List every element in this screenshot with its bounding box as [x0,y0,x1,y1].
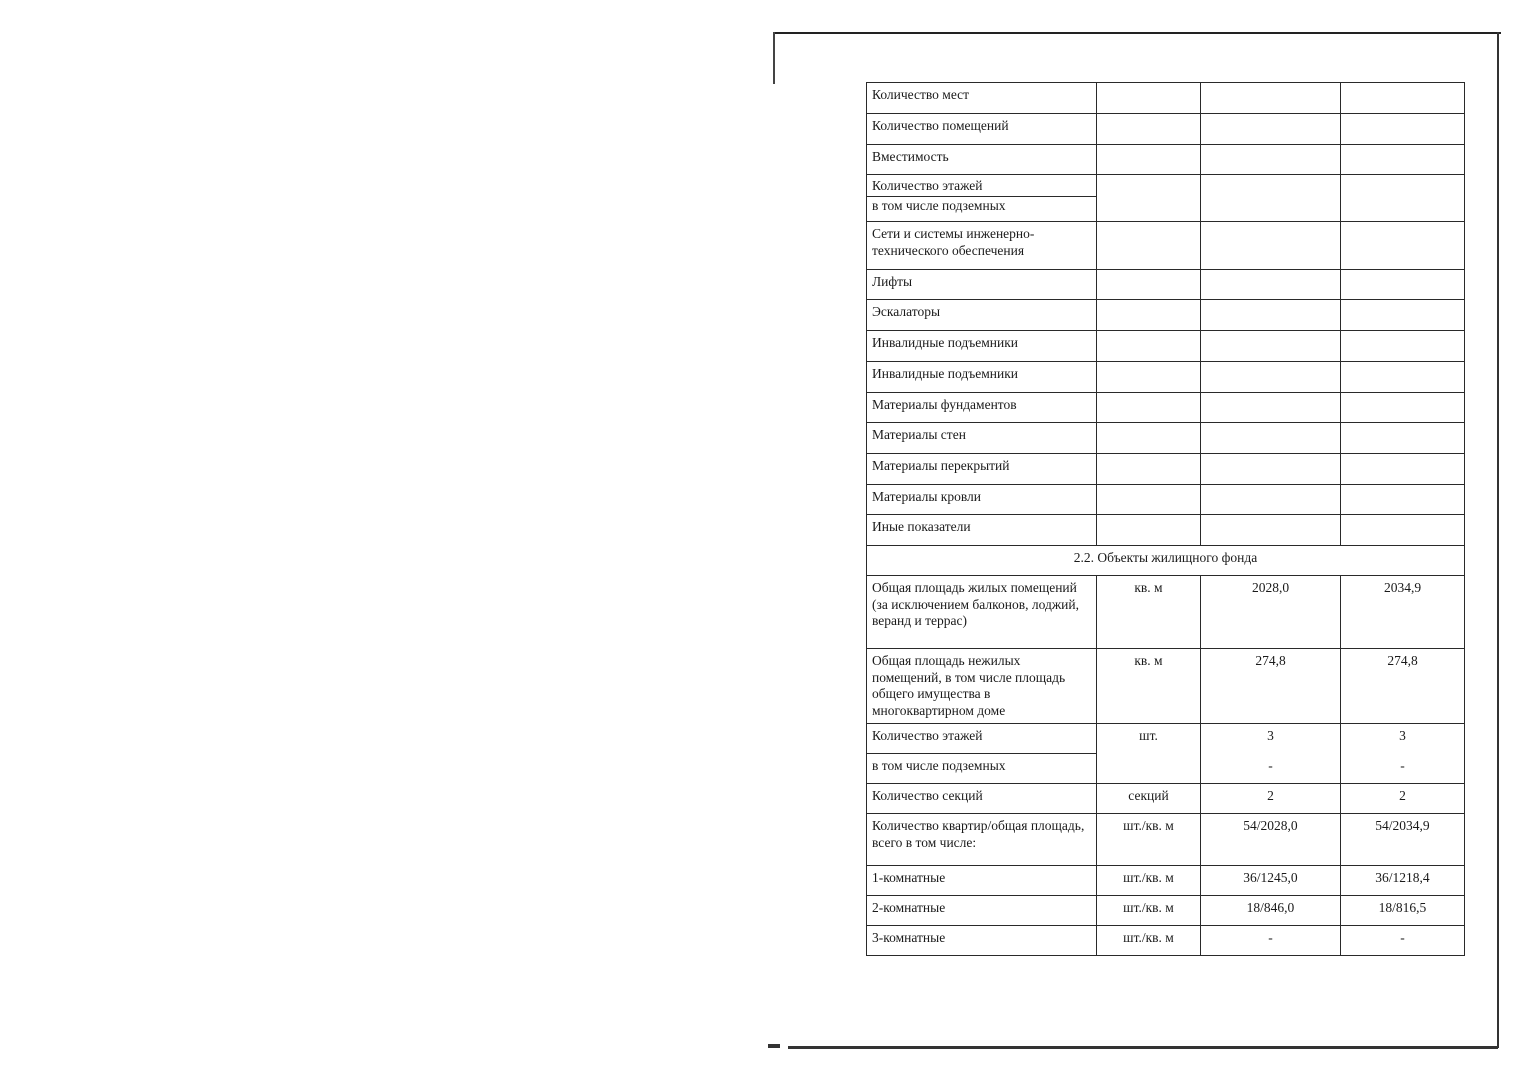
fact-value: 36/1218,4 [1341,866,1465,896]
page-edge-bottom [788,1046,1498,1049]
page-edge-right [1497,32,1499,1048]
table-row [867,485,1465,515]
plan-value: 36/1245,0 [1201,866,1341,896]
fact-value: 2034,9 [1341,576,1465,649]
table-row [867,300,1465,331]
unit-cell: шт./кв. м [1097,814,1201,866]
row-label: 2-комнатные [867,896,1097,926]
unit-cell: секций [1097,784,1201,814]
table-row [867,222,1465,270]
row-label: в том числе подземных [867,754,1097,784]
unit-cell: шт. [1097,724,1201,784]
table-row [867,145,1465,175]
plan-value: 54/2028,0 [1201,814,1341,866]
fact-value: - [1341,754,1465,784]
table-row [867,866,1465,896]
row-label: 3-комнатные [867,926,1097,956]
table-row [867,423,1465,454]
row-label: Эскалаторы [867,300,1097,331]
plan-value: 18/846,0 [1201,896,1341,926]
row-label: Количество мест [867,83,1097,114]
row-label: Инвалидные подъемники [867,362,1097,393]
page-edge-left [773,32,775,84]
row-label: Лифты [867,270,1097,300]
row-label: Количество секций [867,784,1097,814]
unit-cell: кв. м [1097,649,1201,724]
plan-value: - [1201,754,1341,784]
table-row [867,784,1465,814]
scan-mark [768,1044,780,1048]
row-label: Вместимость [867,145,1097,175]
table-row [867,454,1465,485]
row-label: Материалы кровли [867,485,1097,515]
row-label: Общая площадь нежилых помещений, в том числе площадь общего имущества в многоквартирном доме [867,649,1097,724]
row-label: 1-комнатные [867,866,1097,896]
fact-value: 18/816,5 [1341,896,1465,926]
row-label: Материалы перекрытий [867,454,1097,485]
row-label: Материалы стен [867,423,1097,454]
row-sublabel: в том числе подземных [872,197,1006,213]
fact-value: 274,8 [1341,649,1465,724]
table-row [867,83,1465,114]
row-label: Количество этажей [867,724,1097,754]
table-row [867,814,1465,866]
plan-value: - [1201,926,1341,956]
unit-cell: шт./кв. м [1097,926,1201,956]
row-label-floors [867,175,1097,222]
fact-value: 54/2034,9 [1341,814,1465,866]
row-label: Материалы фундаментов [867,393,1097,423]
indicators-table [866,82,1465,956]
row-label: Иные показатели [867,515,1097,546]
table-row [867,576,1465,649]
plan-value: 3 [1201,724,1341,754]
unit-cell: кв. м [1097,576,1201,649]
table-row [867,362,1465,393]
plan-value: 274,8 [1201,649,1341,724]
section-title: 2.2. Объекты жилищного фонда [867,546,1465,576]
row-label: Количество квартир/общая площадь, всего в том числе: [867,814,1097,866]
table-row [867,926,1465,956]
fact-value: 2 [1341,784,1465,814]
row-label: Инвалидные подъемники [867,331,1097,362]
table-row [867,114,1465,145]
table-row [867,649,1465,724]
table-row [867,515,1465,546]
unit-cell: шт./кв. м [1097,896,1201,926]
plan-value: 2028,0 [1201,576,1341,649]
fact-value: - [1341,926,1465,956]
table-row [867,393,1465,423]
row-label: Количество помещений [867,114,1097,145]
table-row [867,331,1465,362]
table-row [867,270,1465,300]
unit-cell: шт./кв. м [1097,866,1201,896]
table-row [867,175,1465,222]
page-edge-top [773,32,1501,34]
row-label: Сети и системы инженерно-технического обеспечения [867,222,1097,270]
table-row [867,724,1465,754]
row-label: Общая площадь жилых помещений (за исключением балконов, лоджий, веранд и террас) [867,576,1097,649]
table-row [867,896,1465,926]
section-row [867,546,1465,576]
row-label: Количество этажей [867,178,1096,197]
plan-value: 2 [1201,784,1341,814]
fact-value: 3 [1341,724,1465,754]
